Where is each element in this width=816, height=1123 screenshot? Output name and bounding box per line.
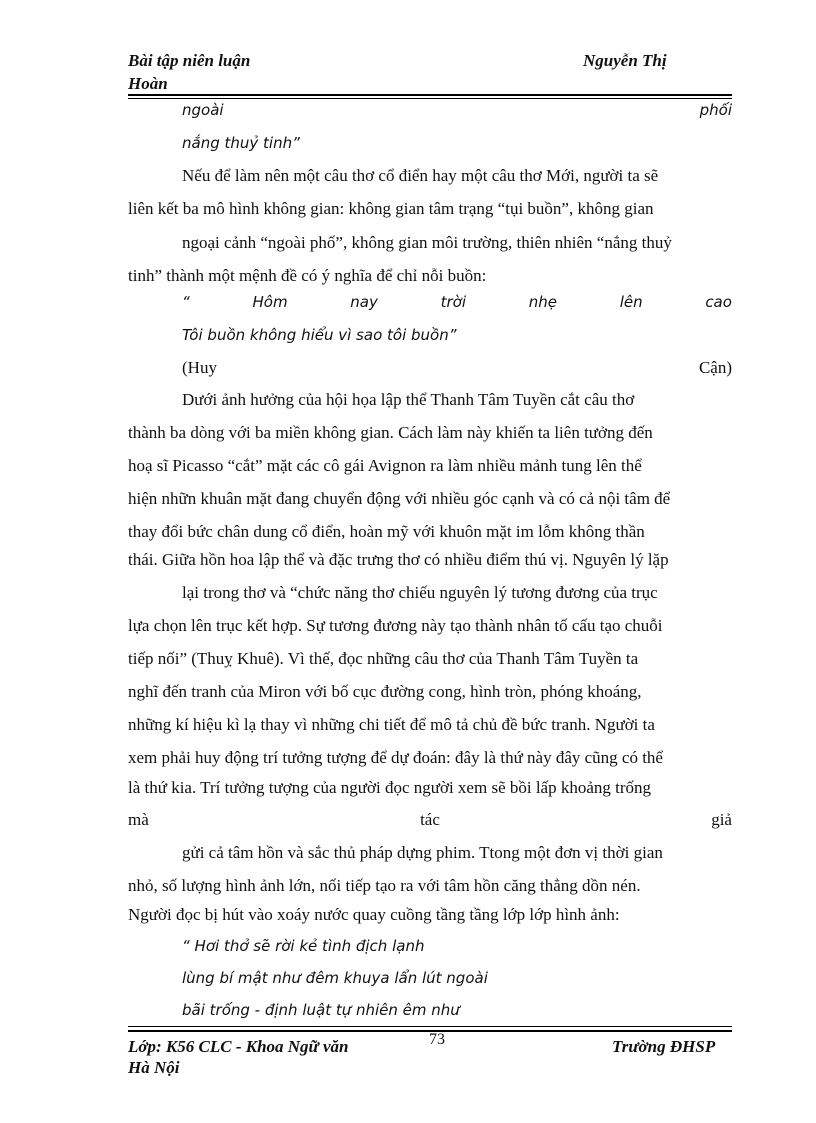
spread-word: mà <box>128 810 149 829</box>
paragraph-line: hiện nhữn khuân mặt đang chuyển động với nhiều góc cạnh và có cả nội tâm để <box>128 489 671 508</box>
paragraph-line: Người đọc bị hút vào xoáy nước quay cuồng tầng tầng lớp lớp hình ảnh: <box>128 905 620 924</box>
poem-attribution <box>182 356 732 380</box>
footer-class-info: Lớp: K56 CLC - Khoa Ngữ văn <box>128 1037 349 1056</box>
paragraph-line: Dưới ảnh hưởng của hội họa lập thể Thanh Tâm Tuyền cắt câu thơ <box>182 390 635 409</box>
poem-word: phối <box>699 101 732 119</box>
header-left-line2: Hoàn <box>128 74 168 93</box>
spread-word: giả <box>711 810 732 829</box>
poem-word: cao <box>705 293 732 311</box>
paragraph-line: nhỏ, số lượng hình ảnh lớn, nối tiếp tạo ra với tâm hồn căng thẳng dồn nén. <box>128 876 641 895</box>
paragraph-line: hoạ sĩ Picasso “cắt” mặt các cô gái Avignon ra làm nhiều mảnh tung lên thể <box>128 456 642 475</box>
poem-line: lùng bí mật như đêm khuya lẩn lút ngoài <box>182 969 488 987</box>
paragraph-line: xem phải huy động trí tưởng tượng để dự đoán: đây là thứ này đây cũng có thể <box>128 748 663 767</box>
attribution-word: Cận) <box>698 358 732 377</box>
paragraph-line: những kí hiệu kì lạ thay vì những chi tiết để mô tả chủ đề bức tranh. Người ta <box>128 715 655 734</box>
paragraph-line: tinh” thành một mệnh đề có ý nghĩa để chỉ nỗi buồn: <box>128 266 487 285</box>
paragraph-line-spread <box>128 808 732 832</box>
poem-word: ngoài <box>182 101 224 119</box>
paragraph-line: Nếu để làm nên một câu thơ cổ điển hay một câu thơ Mới, người ta sẽ <box>182 166 659 185</box>
paragraph-line: ngoại cảnh “ngoài phố”, không gian môi trường, thiên nhiên “nắng thuỷ <box>182 233 672 252</box>
paragraph-line: là thứ kia. Trí tưởng tượng của người đọc người xem sẽ bồi lấp khoảng trống <box>128 778 652 797</box>
attribution-word: (Huy <box>182 358 217 377</box>
footer-city: Hà Nội <box>128 1058 180 1077</box>
paragraph-line: lại trong thơ và “chức năng thơ chiếu nguyên lý tương đương của trục <box>182 583 658 602</box>
paragraph-line: thành ba dòng với ba miền không gian. Cách làm này khiến ta liên tưởng đến <box>128 423 653 442</box>
footer-school: Trường ĐHSP <box>612 1037 716 1056</box>
header-left-line1: Bài tập niên luận <box>128 51 251 70</box>
poem-quote-line-2: Tôi buồn không hiểu vì sao tôi buồn” <box>182 326 457 344</box>
poem-line-2: nắng thuỷ tinh” <box>182 134 300 152</box>
spread-word: tác <box>420 810 440 829</box>
poem-word: trời <box>440 293 466 311</box>
header-author: Nguyễn Thị <box>583 51 667 70</box>
poem-line: bãi trống - định luật tự nhiên êm như <box>182 1001 460 1019</box>
page-number: 73 <box>429 1031 445 1048</box>
poem-word: nay <box>350 293 378 311</box>
paragraph-line: thái. Giữa hồn hoa lập thể và đặc trưng thơ có nhiều điểm thú vị. Nguyên lý lặp <box>128 550 669 569</box>
poem-line-1 <box>182 98 732 122</box>
poem-line: “ Hơi thở sẽ rời kẻ tình địch lạnh <box>182 937 425 955</box>
paragraph-line: liên kết ba mô hình không gian: không gian tâm trạng “tụi buồn”, không gian <box>128 199 654 218</box>
paragraph-line: thay đổi bức chân dung cổ điển, hoàn mỹ với khuôn mặt im lỗm không thần <box>128 522 645 541</box>
poem-word: “ <box>182 293 190 311</box>
poem-word: lên <box>619 293 643 311</box>
paragraph-line: tiếp nối” (Thuỵ Khuê). Vì thế, đọc những câu thơ của Thanh Tâm Tuyền ta <box>128 649 639 668</box>
poem-word: Hôm <box>252 293 288 311</box>
footer-rule-thin <box>128 1026 732 1027</box>
paragraph-line: gửi cả tâm hồn và sắc thủ pháp dựng phim. Ttong một đơn vị thời gian <box>182 843 663 862</box>
paragraph-line: lựa chọn lên trục kết hợp. Sự tương đương này tạo thành nhân tố cấu tạo chuỗi <box>128 616 663 635</box>
paragraph-line: nghĩ đến tranh của Miron với bố cục đường cong, hình tròn, phóng khoáng, <box>128 682 642 701</box>
header-rule-thick <box>128 94 732 96</box>
poem-quote-line-1 <box>182 290 732 314</box>
poem-word: nhẹ <box>528 293 557 311</box>
